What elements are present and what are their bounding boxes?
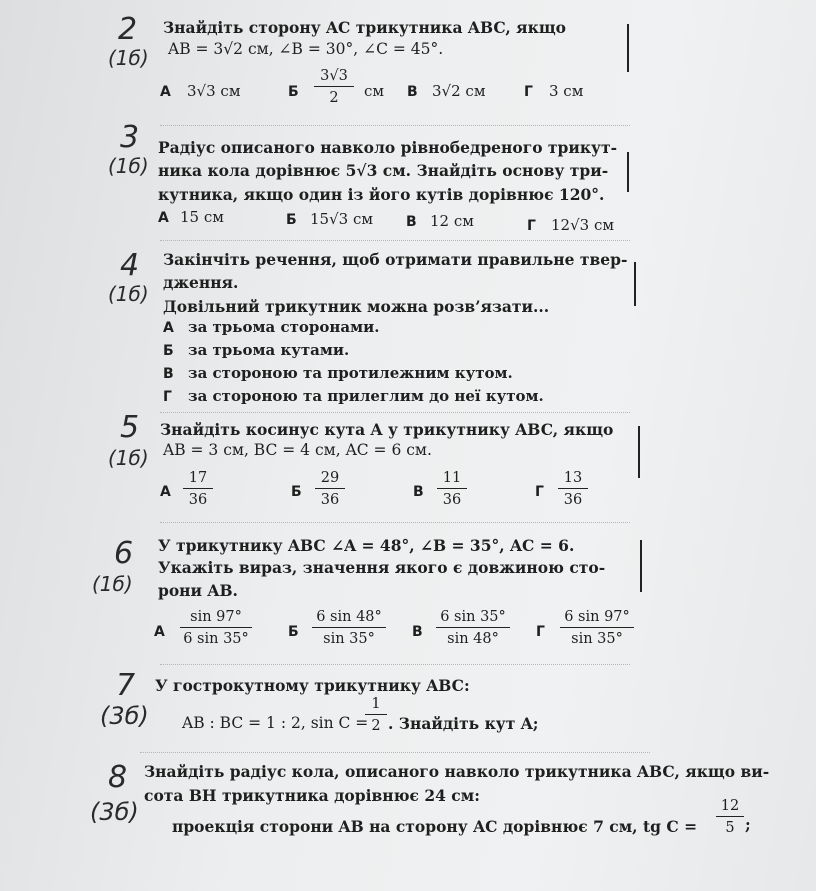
task-text-line: Знайдіть косинус кута A у трикутнику ABC, якщо (160, 420, 614, 439)
divider (160, 412, 630, 413)
option-value: за стороною та прилеглим до неї кутом. (188, 387, 544, 405)
task-text-line: Закінчіть речення, щоб отримати правильне твер- (163, 250, 628, 269)
fraction: $\frac{12}{5}$ (716, 798, 744, 836)
option-fraction: $\frac{3√3}{2}$ (314, 68, 354, 106)
option-fraction: $\frac{17}{36}$ (183, 470, 213, 508)
option-letter: В (407, 84, 418, 100)
fraction: $\frac{1}{2}$ (365, 696, 387, 734)
option-value: за трьома сторонами. (188, 318, 380, 336)
option-letter: А (158, 210, 169, 226)
option-value: 12√3 см (551, 216, 615, 234)
option-letter: Г (536, 624, 545, 640)
task-points: (1б) (92, 572, 133, 596)
option-fraction: $\frac{6 \sin 35^\circ}{\sin 48^\circ}$ (436, 609, 510, 647)
option-letter: Г (527, 218, 536, 234)
task-points: (1б) (108, 446, 149, 470)
option-value: 12 см (430, 212, 474, 230)
divider (160, 522, 630, 523)
option-letter: А (160, 84, 171, 100)
task-text-line: Радіус описаного навколо рівнобедреного трикут- (158, 138, 618, 157)
option-letter: Г (163, 389, 172, 405)
margin-mark (638, 426, 640, 478)
option-letter: В (163, 366, 174, 382)
task-text-line: Знайдіть радіус кола, описаного навколо трикутника ABC, якщо ви- (144, 762, 770, 781)
option-value: 15 см (180, 208, 224, 226)
option-letter: Б (163, 343, 174, 359)
divider (160, 125, 630, 126)
margin-mark (634, 262, 636, 306)
task-text-line: AB = 3√2 см, ∠B = 30°, ∠C = 45°. (168, 40, 444, 58)
task-points: (3б) (90, 798, 139, 826)
task-text-line: Знайдіть сторону AC трикутника ABC, якщо (163, 18, 566, 37)
option-letter: Б (291, 484, 302, 500)
option-letter: Б (288, 84, 299, 100)
task-text-line: Довільний трикутник можна розв’язати... (163, 297, 550, 316)
option-letter: Б (288, 624, 299, 640)
task-number: 5 (120, 410, 140, 445)
task-text-line: AB : BC = 1 : 2, sin C = (182, 714, 369, 732)
option-value: 3√2 см (432, 82, 486, 100)
task-points: (1б) (108, 282, 149, 306)
option-fraction: $\frac{29}{36}$ (315, 470, 345, 508)
option-letter: А (154, 624, 165, 640)
option-letter: Г (535, 484, 544, 500)
task-text-line: У гострокутному трикутнику ABC: (155, 676, 470, 695)
task-text-line: Укажіть вираз, значення якого є довжиною сто- (158, 558, 606, 577)
option-fraction: $\frac{\sin 97^\circ}{6 \sin 35^\circ}$ (180, 609, 252, 647)
option-fraction: $\frac{6 \sin 48^\circ}{\sin 35^\circ}$ (312, 609, 386, 647)
task-number: 2 (118, 12, 138, 47)
divider (160, 664, 630, 665)
option-value: за трьома кутами. (188, 341, 350, 359)
option-letter: А (160, 484, 171, 500)
option-value: за стороною та протилежним кутом. (188, 364, 513, 382)
option-letter: А (163, 320, 174, 336)
divider (140, 752, 650, 753)
margin-mark (640, 540, 642, 592)
task-text-line: У трикутнику ABC ∠A = 48°, ∠B = 35°, AC = 6. (158, 536, 575, 555)
task-number: 3 (120, 120, 140, 155)
task-number: 4 (120, 248, 140, 283)
margin-mark (627, 24, 629, 72)
option-letter: В (413, 484, 424, 500)
divider (160, 240, 630, 241)
option-letter: Г (524, 84, 533, 100)
option-letter: В (412, 624, 423, 640)
task-text-line: ; (745, 815, 751, 834)
task-text-line: AB = 3 см, BC = 4 см, AC = 6 см. (163, 441, 432, 459)
option-value: 15√3 см (310, 210, 374, 228)
task-number: 6 (114, 536, 134, 571)
option-letter: В (406, 214, 417, 230)
option-fraction: $\frac{13}{36}$ (558, 470, 588, 508)
task-text-line: проекція сторони AB на сторону AC дорівнює 7 см, tg C = (172, 817, 698, 836)
task-number: 8 (108, 760, 128, 795)
task-text-line: . Знайдіть кут A; (388, 714, 539, 733)
task-text-line: рони AB. (158, 581, 238, 600)
task-text-line: кутника, якщо один із його кутів дорівнює 120°. (158, 185, 605, 204)
task-text-line: ника кола дорівнює 5√3 см. Знайдіть основу три- (158, 161, 609, 180)
task-text-line: сота BH трикутника дорівнює 24 см: (144, 786, 480, 805)
task-number: 7 (116, 668, 136, 703)
task-points: (1б) (108, 154, 149, 178)
option-fraction: $\frac{11}{36}$ (437, 470, 467, 508)
option-value: 3 см (549, 82, 584, 100)
task-points: (3б) (100, 702, 149, 730)
margin-mark (627, 152, 629, 192)
task-text-line: дження. (163, 273, 239, 292)
option-value: 3√3 см (187, 82, 241, 100)
task-points: (1б) (108, 46, 149, 70)
option-letter: Б (286, 212, 297, 228)
option-fraction: $\frac{6 \sin 97^\circ}{\sin 35^\circ}$ (560, 609, 634, 647)
option-unit: см (364, 82, 385, 100)
